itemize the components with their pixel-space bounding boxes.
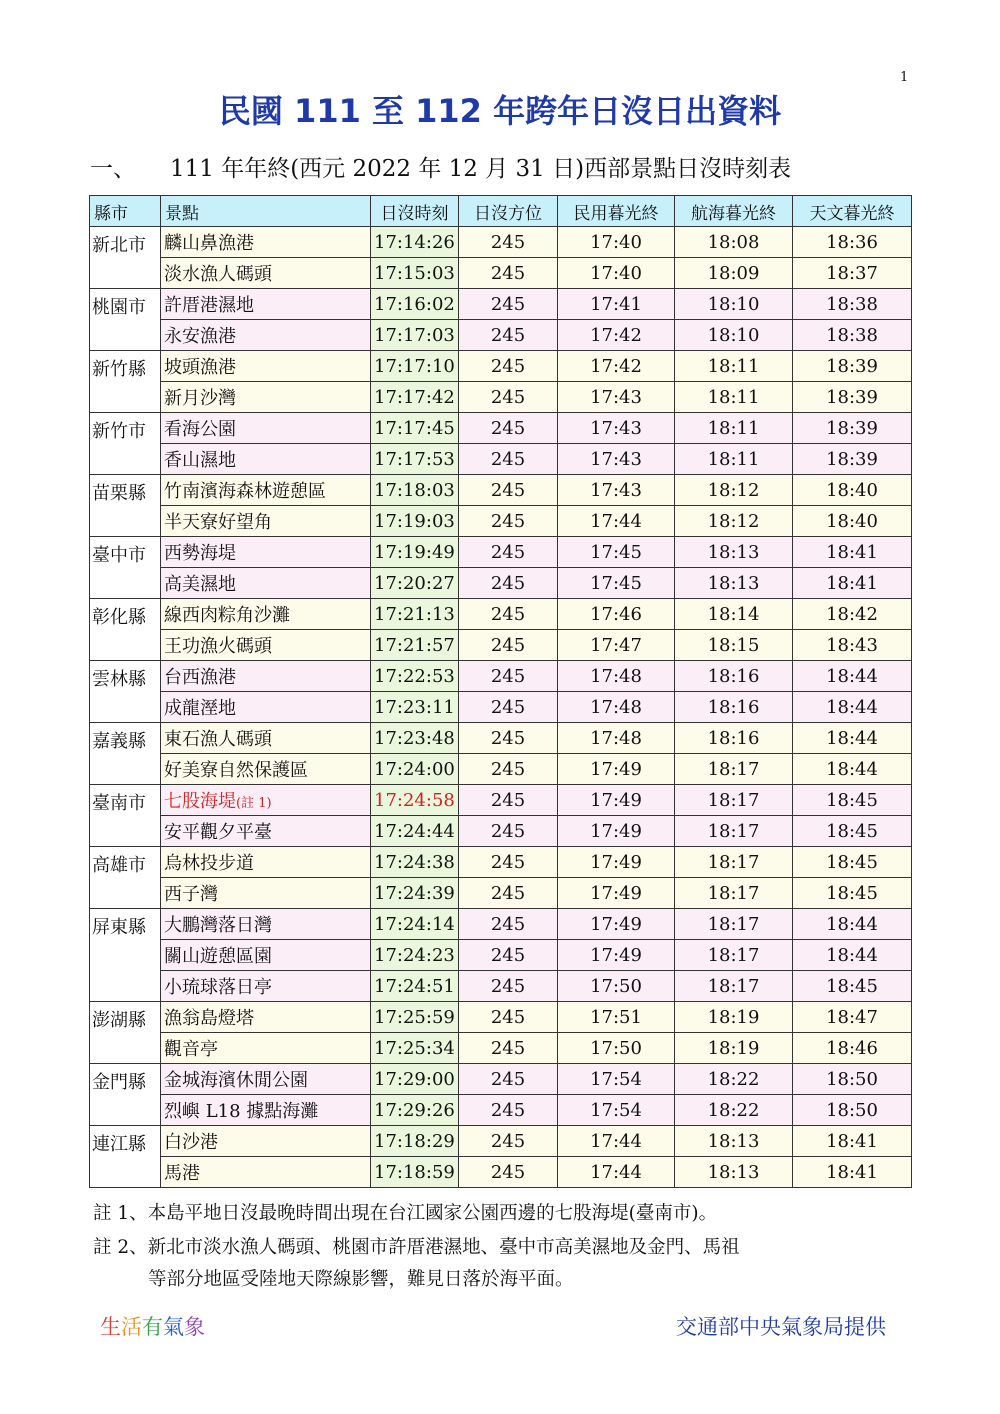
cell-nautical-twilight: 18:12 — [675, 475, 793, 506]
footnote-2: 註 2、新北市淡水漁人碼頭、桃園市許厝港濕地、臺中市高美濕地及金門、馬祖 — [93, 1237, 740, 1258]
cell-civil-twilight: 17:43 — [558, 382, 675, 413]
cell-civil-twilight: 17:48 — [558, 692, 675, 723]
cell-astronomical-twilight: 18:47 — [793, 1002, 912, 1033]
cell-astronomical-twilight: 18:37 — [793, 258, 912, 289]
table-row — [90, 289, 912, 320]
cell-spot — [161, 258, 371, 289]
spot-name: 觀音亭 — [164, 1039, 218, 1060]
cell-azimuth: 245 — [459, 1157, 558, 1188]
spot-name: 竹南濱海森林遊憩區 — [164, 481, 326, 502]
table-header-row — [90, 196, 912, 227]
cell-astronomical-twilight: 18:40 — [793, 475, 912, 506]
cell-azimuth: 245 — [459, 785, 558, 816]
cell-spot — [161, 1126, 371, 1157]
cell-civil-twilight: 17:43 — [558, 475, 675, 506]
header-county: 縣市 — [90, 196, 161, 227]
cell-nautical-twilight: 18:12 — [675, 506, 793, 537]
slogan-char: 氣 — [163, 1315, 184, 1339]
cell-astronomical-twilight: 18:45 — [793, 816, 912, 847]
cell-azimuth: 245 — [459, 289, 558, 320]
cell-civil-twilight: 17:54 — [558, 1095, 675, 1126]
cell-nautical-twilight: 18:09 — [675, 258, 793, 289]
cell-sunset-time: 17:14:26 — [371, 227, 459, 258]
cell-astronomical-twilight: 18:41 — [793, 1157, 912, 1188]
cell-county: 苗栗縣 — [90, 475, 161, 537]
section-title: 111 年年終(西元 2022 年 12 月 31 日)西部景點日沒時刻表 — [170, 156, 792, 182]
spot-name: 線西肉粽角沙灘 — [164, 605, 290, 626]
cell-azimuth: 245 — [459, 909, 558, 940]
cell-sunset-time: 17:20:27 — [371, 568, 459, 599]
cell-sunset-time: 17:29:26 — [371, 1095, 459, 1126]
cell-astronomical-twilight: 18:41 — [793, 1126, 912, 1157]
spot-name: 坡頭漁港 — [164, 357, 236, 378]
cell-nautical-twilight: 18:16 — [675, 661, 793, 692]
cell-spot — [161, 878, 371, 909]
slogan-char: 象 — [184, 1315, 205, 1339]
cell-nautical-twilight: 18:17 — [675, 878, 793, 909]
cell-spot — [161, 661, 371, 692]
cell-azimuth: 245 — [459, 475, 558, 506]
table-row — [90, 940, 912, 971]
table-row — [90, 785, 912, 816]
cell-nautical-twilight: 18:08 — [675, 227, 793, 258]
cell-astronomical-twilight: 18:39 — [793, 382, 912, 413]
slogan-char: 活 — [121, 1315, 142, 1339]
cell-azimuth: 245 — [459, 971, 558, 1002]
cell-azimuth: 245 — [459, 692, 558, 723]
cell-county: 屏東縣 — [90, 909, 161, 1002]
cell-civil-twilight: 17:41 — [558, 289, 675, 320]
section-heading — [90, 150, 791, 183]
cell-spot — [161, 1095, 371, 1126]
cell-nautical-twilight: 18:17 — [675, 971, 793, 1002]
cell-sunset-time: 17:15:03 — [371, 258, 459, 289]
cell-spot — [161, 506, 371, 537]
cell-sunset-time: 17:19:49 — [371, 537, 459, 568]
cell-sunset-time: 17:19:03 — [371, 506, 459, 537]
cell-nautical-twilight: 18:10 — [675, 289, 793, 320]
cell-sunset-time: 17:24:51 — [371, 971, 459, 1002]
cell-spot — [161, 537, 371, 568]
cell-nautical-twilight: 18:11 — [675, 444, 793, 475]
table-row — [90, 630, 912, 661]
cell-spot — [161, 816, 371, 847]
cell-astronomical-twilight: 18:44 — [793, 723, 912, 754]
spot-name: 半天寮好望角 — [164, 512, 272, 533]
cell-sunset-time: 17:24:58 — [371, 785, 459, 816]
cell-sunset-time: 17:23:48 — [371, 723, 459, 754]
cell-nautical-twilight: 18:17 — [675, 754, 793, 785]
cell-nautical-twilight: 18:13 — [675, 537, 793, 568]
cell-astronomical-twilight: 18:39 — [793, 413, 912, 444]
cell-spot — [161, 971, 371, 1002]
cell-civil-twilight: 17:40 — [558, 258, 675, 289]
cell-sunset-time: 17:23:11 — [371, 692, 459, 723]
cell-astronomical-twilight: 18:50 — [793, 1064, 912, 1095]
cell-spot — [161, 630, 371, 661]
cell-civil-twilight: 17:47 — [558, 630, 675, 661]
table-row — [90, 475, 912, 506]
cell-azimuth: 245 — [459, 382, 558, 413]
cell-azimuth: 245 — [459, 1033, 558, 1064]
cell-civil-twilight: 17:44 — [558, 1126, 675, 1157]
cell-azimuth: 245 — [459, 847, 558, 878]
cell-spot — [161, 1157, 371, 1188]
spot-name: 麟山鼻漁港 — [164, 233, 254, 254]
cell-astronomical-twilight: 18:45 — [793, 971, 912, 1002]
table-row — [90, 878, 912, 909]
cell-astronomical-twilight: 18:39 — [793, 351, 912, 382]
cell-nautical-twilight: 18:17 — [675, 816, 793, 847]
cell-azimuth: 245 — [459, 599, 558, 630]
cell-county: 臺南市 — [90, 785, 161, 847]
footnote-2-continued: 等部分地區受陸地天際線影響，難見日落於海平面。 — [148, 1269, 574, 1290]
spot-name: 西子灣 — [164, 884, 218, 905]
cell-nautical-twilight: 18:22 — [675, 1095, 793, 1126]
spot-name: 新月沙灣 — [164, 388, 236, 409]
header-nautical-twilight: 航海暮光終 — [675, 196, 793, 227]
cell-county: 金門縣 — [90, 1064, 161, 1126]
table-row — [90, 816, 912, 847]
cell-county: 桃園市 — [90, 289, 161, 351]
section-number: 一、 — [90, 156, 136, 182]
cell-civil-twilight: 17:40 — [558, 227, 675, 258]
table-row — [90, 1002, 912, 1033]
cell-azimuth: 245 — [459, 661, 558, 692]
header-sunset-azimuth: 日沒方位 — [459, 196, 558, 227]
spot-name: 烏林投步道 — [164, 853, 254, 874]
table-row — [90, 320, 912, 351]
table-row — [90, 599, 912, 630]
spot-name: 永安漁港 — [164, 326, 236, 347]
cell-nautical-twilight: 18:22 — [675, 1064, 793, 1095]
table-row — [90, 1126, 912, 1157]
spot-name: 烈嶼 L18 據點海灘 — [164, 1101, 319, 1122]
cell-astronomical-twilight: 18:38 — [793, 289, 912, 320]
cell-azimuth: 245 — [459, 413, 558, 444]
cell-nautical-twilight: 18:17 — [675, 940, 793, 971]
cell-sunset-time: 17:24:00 — [371, 754, 459, 785]
cell-spot — [161, 692, 371, 723]
sunset-table — [89, 195, 912, 1188]
cell-civil-twilight: 17:50 — [558, 971, 675, 1002]
cell-sunset-time: 17:18:03 — [371, 475, 459, 506]
cell-nautical-twilight: 18:17 — [675, 785, 793, 816]
header-civil-twilight: 民用暮光終 — [558, 196, 675, 227]
table-row — [90, 1157, 912, 1188]
spot-name: 高美濕地 — [164, 574, 236, 595]
table-row — [90, 258, 912, 289]
cell-spot — [161, 785, 371, 816]
cell-spot — [161, 754, 371, 785]
table-row — [90, 661, 912, 692]
cell-civil-twilight: 17:48 — [558, 723, 675, 754]
spot-name: 成龍溼地 — [164, 698, 236, 719]
cell-astronomical-twilight: 18:40 — [793, 506, 912, 537]
cell-astronomical-twilight: 18:44 — [793, 909, 912, 940]
cell-nautical-twilight: 18:13 — [675, 568, 793, 599]
table-row — [90, 568, 912, 599]
cell-county: 連江縣 — [90, 1126, 161, 1188]
cell-civil-twilight: 17:43 — [558, 444, 675, 475]
cell-astronomical-twilight: 18:45 — [793, 785, 912, 816]
header-spot: 景點 — [161, 196, 371, 227]
cell-spot — [161, 599, 371, 630]
cell-spot — [161, 1002, 371, 1033]
cell-azimuth: 245 — [459, 568, 558, 599]
slogan-char: 有 — [142, 1315, 163, 1339]
footnote-1: 註 1、本島平地日沒最晚時間出現在台江國家公園西邊的七股海堤(臺南市)。 — [93, 1203, 718, 1224]
cell-azimuth: 245 — [459, 816, 558, 847]
spot-name: 許厝港濕地 — [164, 295, 254, 316]
table-row — [90, 1033, 912, 1064]
cell-civil-twilight: 17:49 — [558, 754, 675, 785]
cell-spot — [161, 351, 371, 382]
table-row — [90, 692, 912, 723]
cell-azimuth: 245 — [459, 723, 558, 754]
cell-civil-twilight: 17:48 — [558, 661, 675, 692]
cell-county: 新竹縣 — [90, 351, 161, 413]
cell-sunset-time: 17:18:59 — [371, 1157, 459, 1188]
cell-nautical-twilight: 18:15 — [675, 630, 793, 661]
cell-civil-twilight: 17:46 — [558, 599, 675, 630]
cell-spot — [161, 413, 371, 444]
cell-azimuth: 245 — [459, 630, 558, 661]
page-title: 民國 111 至 112 年跨年日沒日出資料 — [218, 92, 782, 130]
cell-astronomical-twilight: 18:42 — [793, 599, 912, 630]
table-row — [90, 506, 912, 537]
table-row — [90, 382, 912, 413]
cell-astronomical-twilight: 18:39 — [793, 444, 912, 475]
cell-astronomical-twilight: 18:36 — [793, 227, 912, 258]
spot-name: 關山遊憩區園 — [164, 946, 272, 967]
cell-civil-twilight: 17:45 — [558, 568, 675, 599]
table-row — [90, 971, 912, 1002]
cell-spot — [161, 1033, 371, 1064]
cell-civil-twilight: 17:50 — [558, 1033, 675, 1064]
slogan-char: 生 — [100, 1315, 121, 1339]
spot-name: 大鵬灣落日灣 — [164, 915, 272, 936]
cell-sunset-time: 17:16:02 — [371, 289, 459, 320]
cell-azimuth: 245 — [459, 1126, 558, 1157]
cell-spot — [161, 940, 371, 971]
cell-sunset-time: 17:17:53 — [371, 444, 459, 475]
spot-name: 東石漁人碼頭 — [164, 729, 272, 750]
cell-civil-twilight: 17:42 — [558, 320, 675, 351]
cell-azimuth: 245 — [459, 258, 558, 289]
table-row — [90, 723, 912, 754]
cell-astronomical-twilight: 18:44 — [793, 661, 912, 692]
cell-astronomical-twilight: 18:41 — [793, 537, 912, 568]
table-row — [90, 227, 912, 258]
cell-sunset-time: 17:21:57 — [371, 630, 459, 661]
cell-astronomical-twilight: 18:46 — [793, 1033, 912, 1064]
cell-astronomical-twilight: 18:45 — [793, 847, 912, 878]
page-number: 1 — [900, 70, 909, 85]
spot-name: 王功漁火碼頭 — [164, 636, 272, 657]
cell-civil-twilight: 17:49 — [558, 878, 675, 909]
cell-spot — [161, 320, 371, 351]
cell-azimuth: 245 — [459, 1095, 558, 1126]
spot-name: 漁翁島燈塔 — [164, 1008, 254, 1029]
cell-azimuth: 245 — [459, 1064, 558, 1095]
spot-name: 台西漁港 — [164, 667, 236, 688]
cell-nautical-twilight: 18:11 — [675, 413, 793, 444]
cell-azimuth: 245 — [459, 754, 558, 785]
cell-civil-twilight: 17:49 — [558, 909, 675, 940]
cell-spot — [161, 475, 371, 506]
cell-county: 新竹市 — [90, 413, 161, 475]
cell-spot — [161, 847, 371, 878]
cell-azimuth: 245 — [459, 940, 558, 971]
cell-astronomical-twilight: 18:45 — [793, 878, 912, 909]
cell-county: 彰化縣 — [90, 599, 161, 661]
slogan — [100, 1311, 205, 1341]
spot-name: 白沙港 — [164, 1132, 218, 1153]
cell-nautical-twilight: 18:16 — [675, 723, 793, 754]
cell-azimuth: 245 — [459, 320, 558, 351]
spot-name: 安平觀夕平臺 — [164, 822, 272, 843]
table-row — [90, 444, 912, 475]
cell-sunset-time: 17:25:34 — [371, 1033, 459, 1064]
cell-astronomical-twilight: 18:43 — [793, 630, 912, 661]
spot-name: 七股海堤 — [164, 791, 236, 812]
table-row — [90, 537, 912, 568]
cell-azimuth: 245 — [459, 878, 558, 909]
cell-azimuth: 245 — [459, 351, 558, 382]
cell-sunset-time: 17:18:29 — [371, 1126, 459, 1157]
cell-astronomical-twilight: 18:41 — [793, 568, 912, 599]
cell-sunset-time: 17:17:10 — [371, 351, 459, 382]
cell-nautical-twilight: 18:14 — [675, 599, 793, 630]
cell-sunset-time: 17:21:13 — [371, 599, 459, 630]
cell-civil-twilight: 17:42 — [558, 351, 675, 382]
cell-astronomical-twilight: 18:44 — [793, 940, 912, 971]
footnote-marker: (註 1) — [236, 796, 272, 811]
cell-county: 臺中市 — [90, 537, 161, 599]
cell-county: 新北市 — [90, 227, 161, 289]
cell-civil-twilight: 17:49 — [558, 940, 675, 971]
cell-sunset-time: 17:17:42 — [371, 382, 459, 413]
cell-sunset-time: 17:24:39 — [371, 878, 459, 909]
cell-nautical-twilight: 18:19 — [675, 1002, 793, 1033]
cell-nautical-twilight: 18:10 — [675, 320, 793, 351]
cell-nautical-twilight: 18:13 — [675, 1157, 793, 1188]
cell-civil-twilight: 17:45 — [558, 537, 675, 568]
spot-name: 淡水漁人碼頭 — [164, 264, 272, 285]
cell-nautical-twilight: 18:17 — [675, 909, 793, 940]
cell-civil-twilight: 17:49 — [558, 785, 675, 816]
cell-sunset-time: 17:17:03 — [371, 320, 459, 351]
spot-name: 西勢海堤 — [164, 543, 236, 564]
cell-azimuth: 245 — [459, 537, 558, 568]
cell-azimuth: 245 — [459, 506, 558, 537]
spot-name: 馬港 — [164, 1163, 200, 1184]
cell-county: 澎湖縣 — [90, 1002, 161, 1064]
cell-nautical-twilight: 18:17 — [675, 847, 793, 878]
spot-name: 小琉球落日亭 — [164, 977, 272, 998]
table-row — [90, 1064, 912, 1095]
cell-azimuth: 245 — [459, 1002, 558, 1033]
table-row — [90, 1095, 912, 1126]
cell-nautical-twilight: 18:16 — [675, 692, 793, 723]
cell-county: 雲林縣 — [90, 661, 161, 723]
cell-civil-twilight: 17:54 — [558, 1064, 675, 1095]
cell-spot — [161, 723, 371, 754]
cell-sunset-time: 17:25:59 — [371, 1002, 459, 1033]
table-row — [90, 909, 912, 940]
cell-civil-twilight: 17:44 — [558, 1157, 675, 1188]
cell-azimuth: 245 — [459, 227, 558, 258]
cell-astronomical-twilight: 18:44 — [793, 754, 912, 785]
cell-azimuth: 245 — [459, 444, 558, 475]
cell-civil-twilight: 17:49 — [558, 816, 675, 847]
spot-name: 好美寮自然保護區 — [164, 760, 308, 781]
spot-name: 金城海濱休閒公園 — [164, 1070, 308, 1091]
cell-astronomical-twilight: 18:38 — [793, 320, 912, 351]
cell-sunset-time: 17:17:45 — [371, 413, 459, 444]
cell-civil-twilight: 17:44 — [558, 506, 675, 537]
cell-sunset-time: 17:22:53 — [371, 661, 459, 692]
cell-county: 嘉義縣 — [90, 723, 161, 785]
cell-astronomical-twilight: 18:50 — [793, 1095, 912, 1126]
cell-spot — [161, 444, 371, 475]
cell-spot — [161, 568, 371, 599]
cell-civil-twilight: 17:43 — [558, 413, 675, 444]
cell-sunset-time: 17:24:23 — [371, 940, 459, 971]
cell-nautical-twilight: 18:11 — [675, 382, 793, 413]
cell-sunset-time: 17:29:00 — [371, 1064, 459, 1095]
table-row — [90, 754, 912, 785]
table-row — [90, 351, 912, 382]
cell-nautical-twilight: 18:13 — [675, 1126, 793, 1157]
cell-nautical-twilight: 18:11 — [675, 351, 793, 382]
table-row — [90, 413, 912, 444]
cell-civil-twilight: 17:49 — [558, 847, 675, 878]
cell-nautical-twilight: 18:19 — [675, 1033, 793, 1064]
cell-sunset-time: 17:24:14 — [371, 909, 459, 940]
cell-county: 高雄市 — [90, 847, 161, 909]
table-row — [90, 847, 912, 878]
cell-spot — [161, 382, 371, 413]
spot-name: 香山濕地 — [164, 450, 236, 471]
cell-spot — [161, 909, 371, 940]
cell-civil-twilight: 17:51 — [558, 1002, 675, 1033]
cell-astronomical-twilight: 18:44 — [793, 692, 912, 723]
spot-name: 看海公園 — [164, 419, 236, 440]
credit-line: 交通部中央氣象局提供 — [676, 1315, 886, 1339]
cell-spot — [161, 289, 371, 320]
table-body — [90, 227, 912, 1188]
header-sunset-time: 日沒時刻 — [371, 196, 459, 227]
cell-sunset-time: 17:24:44 — [371, 816, 459, 847]
cell-spot — [161, 1064, 371, 1095]
cell-spot — [161, 227, 371, 258]
header-astronomical-twilight: 天文暮光終 — [793, 196, 912, 227]
cell-sunset-time: 17:24:38 — [371, 847, 459, 878]
